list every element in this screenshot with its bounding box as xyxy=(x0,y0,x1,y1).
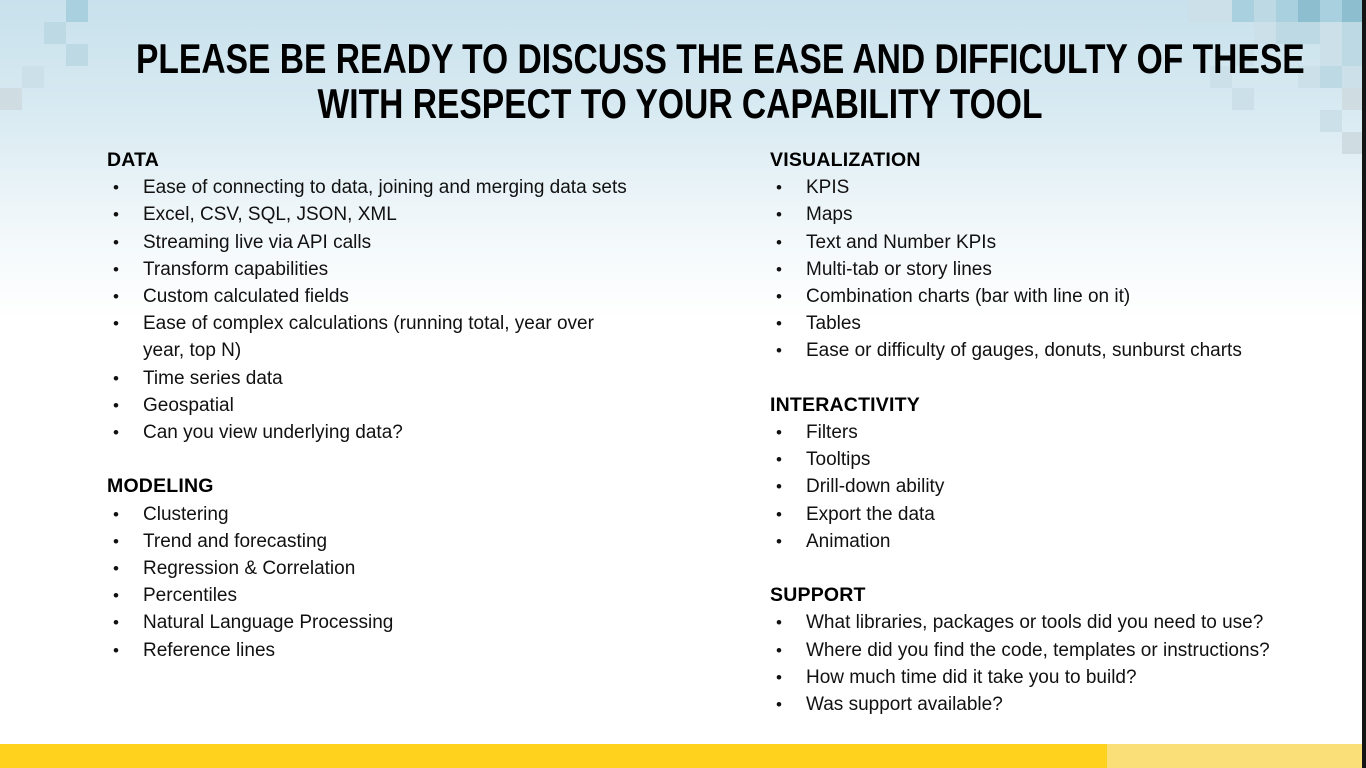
mosaic-square xyxy=(1276,0,1298,22)
section-interactivity xyxy=(770,392,1330,555)
bullet-icon: • xyxy=(113,178,119,198)
bullet-icon: • xyxy=(776,314,782,334)
list-item-text: Can you view underlying data? xyxy=(143,422,403,444)
section-heading: VISUALIZATION xyxy=(770,149,921,171)
list-item xyxy=(770,528,1330,555)
list-item-text: Tables xyxy=(806,313,861,335)
list-item xyxy=(107,528,627,555)
mosaic-square xyxy=(66,0,88,22)
bullet-icon: • xyxy=(113,314,119,334)
bullet-icon: • xyxy=(776,613,782,633)
bullet-list xyxy=(770,609,1330,718)
bullet-icon: • xyxy=(776,667,782,687)
bullet-icon: • xyxy=(776,287,782,307)
list-item xyxy=(770,283,1330,310)
mosaic-square xyxy=(1320,0,1342,22)
list-item xyxy=(107,609,627,636)
list-item-text: Combination charts (bar with line on it) xyxy=(806,286,1131,308)
list-item-text: Multi-tab or story lines xyxy=(806,258,992,280)
bullet-icon: • xyxy=(113,368,119,388)
list-item-text: Regression & Correlation xyxy=(143,558,356,580)
list-item xyxy=(107,392,627,419)
mosaic-square xyxy=(1232,0,1254,22)
list-item xyxy=(770,174,1330,201)
list-item xyxy=(770,664,1330,691)
bullet-icon: • xyxy=(776,504,782,524)
bullet-icon: • xyxy=(113,504,119,524)
list-item xyxy=(770,337,1330,364)
bullet-list xyxy=(107,174,627,446)
mosaic-square xyxy=(1188,0,1210,22)
slide-title xyxy=(0,36,1360,126)
list-item-text: Animation xyxy=(806,530,891,552)
list-item-text: Where did you find the code, templates or instructions? xyxy=(806,639,1270,661)
list-item xyxy=(107,555,627,582)
list-item xyxy=(770,446,1330,473)
list-item-text: Percentiles xyxy=(143,585,237,607)
list-item-text: Maps xyxy=(806,204,853,226)
bullet-list xyxy=(770,419,1330,555)
list-item-text: Time series data xyxy=(143,367,283,389)
section-data xyxy=(107,147,627,446)
section-heading: MODELING xyxy=(107,475,214,498)
bullet-icon: • xyxy=(113,423,119,443)
slide-title-line-1: PLEASE BE READY TO DISCUSS THE EASE AND DIFFICULTY OF THESE xyxy=(136,35,1305,82)
list-item xyxy=(770,473,1330,500)
bullet-icon: • xyxy=(113,232,119,252)
bullet-icon: • xyxy=(776,232,782,252)
list-item-text: KPIS xyxy=(806,177,850,199)
bullet-icon: • xyxy=(776,695,782,715)
bullet-icon: • xyxy=(776,450,782,470)
list-item xyxy=(770,691,1330,718)
list-item-text: Trend and forecasting xyxy=(143,530,328,552)
list-item xyxy=(770,609,1330,636)
list-item xyxy=(770,256,1330,283)
mosaic-square xyxy=(1210,0,1232,22)
list-item xyxy=(107,229,627,256)
mosaic-square xyxy=(1342,0,1364,22)
list-item-text: How much time did it take you to build? xyxy=(806,666,1137,688)
mosaic-square xyxy=(1342,132,1364,154)
bullet-list xyxy=(107,501,627,664)
bullet-icon: • xyxy=(113,586,119,606)
list-item xyxy=(107,256,627,283)
bullet-icon: • xyxy=(113,640,119,660)
list-item-text: Ease of connecting to data, joining and merging data sets xyxy=(143,177,627,199)
list-item-text: What libraries, packages or tools did you need to use? xyxy=(806,612,1264,634)
bullet-icon: • xyxy=(776,205,782,225)
bullet-icon: • xyxy=(776,477,782,497)
list-item xyxy=(107,283,627,310)
list-item-text: Natural Language Processing xyxy=(143,612,394,634)
list-item-text: Filters xyxy=(806,422,858,444)
mosaic-square xyxy=(1254,0,1276,22)
left-column xyxy=(107,147,627,691)
list-item-text: Custom calculated fields xyxy=(143,286,349,308)
list-item xyxy=(770,201,1330,228)
mosaic-square xyxy=(1298,0,1320,22)
list-item-text: Text and Number KPIs xyxy=(806,231,997,253)
list-item xyxy=(107,201,627,228)
list-item-text: Ease of complex calculations (running total, year over year, top N) xyxy=(143,313,594,362)
list-item xyxy=(107,365,627,392)
right-column xyxy=(770,147,1330,745)
section-support xyxy=(770,582,1330,718)
section-modeling xyxy=(107,473,627,663)
bullet-icon: • xyxy=(113,287,119,307)
list-item xyxy=(770,310,1330,337)
list-item-text: Tooltips xyxy=(806,449,871,471)
bullet-icon: • xyxy=(113,559,119,579)
footer-yellow-bar-light xyxy=(1107,744,1366,768)
list-item-text: Geospatial xyxy=(143,394,234,416)
bullet-icon: • xyxy=(113,531,119,551)
bullet-icon: • xyxy=(113,613,119,633)
list-item-text: Was support available? xyxy=(806,694,1003,716)
bullet-icon: • xyxy=(113,259,119,279)
list-item xyxy=(107,582,627,609)
bullet-icon: • xyxy=(776,259,782,279)
section-heading: INTERACTIVITY xyxy=(770,393,920,416)
section-visualization xyxy=(770,147,1330,365)
bullet-icon: • xyxy=(776,531,782,551)
list-item xyxy=(770,229,1330,256)
list-item xyxy=(107,310,627,364)
bullet-icon: • xyxy=(776,640,782,660)
right-edge-strip xyxy=(1362,0,1366,768)
bullet-icon: • xyxy=(776,178,782,198)
list-item xyxy=(107,419,627,446)
list-item xyxy=(107,637,627,664)
list-item xyxy=(770,637,1330,664)
list-item xyxy=(107,501,627,528)
list-item-text: Ease or difficulty of gauges, donuts, sunburst charts xyxy=(806,340,1242,362)
list-item-text: Drill-down ability xyxy=(806,476,945,498)
bullet-icon: • xyxy=(776,423,782,443)
list-item-text: Transform capabilities xyxy=(143,258,329,280)
bullet-list xyxy=(770,174,1330,364)
list-item-text: Reference lines xyxy=(143,639,276,661)
list-item xyxy=(770,501,1330,528)
list-item-text: Excel, CSV, SQL, JSON, XML xyxy=(143,204,397,226)
bullet-icon: • xyxy=(776,341,782,361)
list-item xyxy=(770,419,1330,446)
section-heading: SUPPORT xyxy=(770,584,866,607)
slide-title-line-2: WITH RESPECT TO YOUR CAPABILITY TOOL xyxy=(317,80,1043,127)
list-item-text: Export the data xyxy=(806,503,935,525)
list-item xyxy=(107,174,627,201)
list-item-text: Clustering xyxy=(143,503,229,525)
list-item-text: Streaming live via API calls xyxy=(143,231,372,253)
bullet-icon: • xyxy=(113,205,119,225)
bullet-icon: • xyxy=(113,395,119,415)
section-heading: DATA xyxy=(107,149,160,171)
